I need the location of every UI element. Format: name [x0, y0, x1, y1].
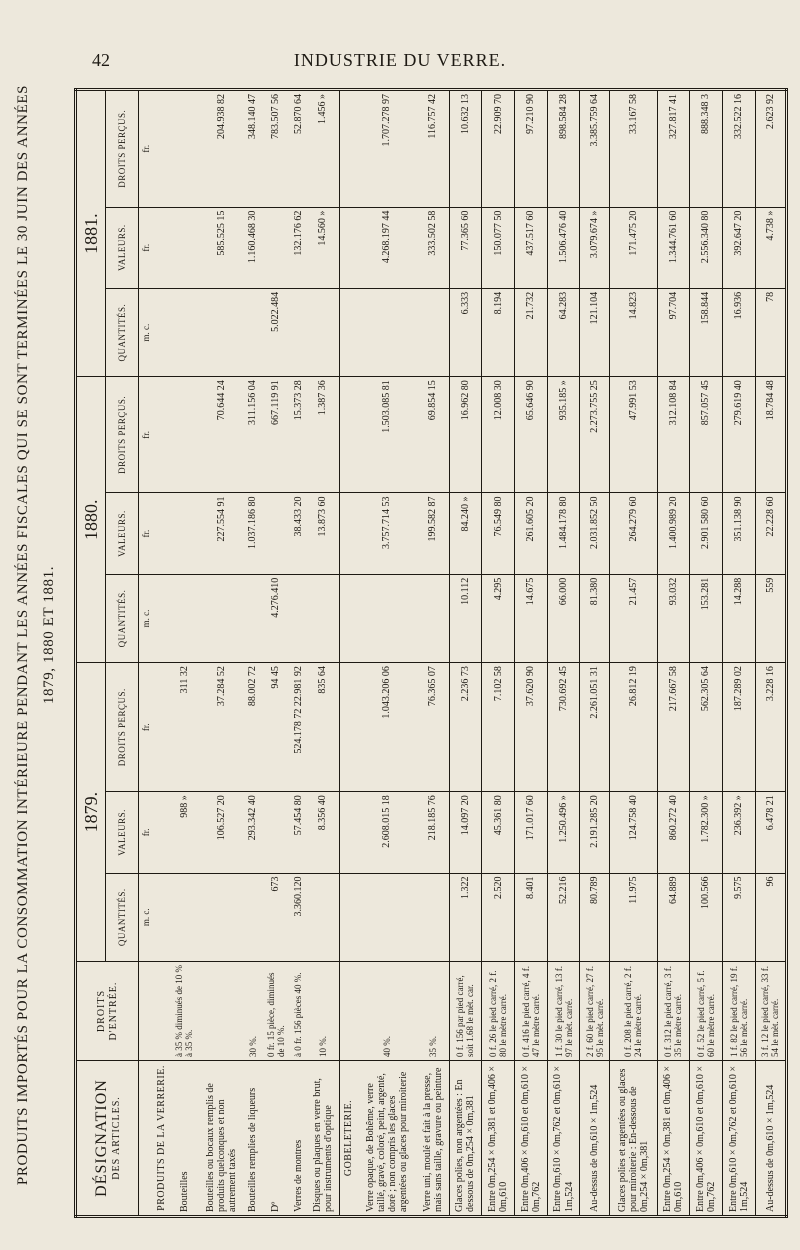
- quantite-cell: 78: [755, 288, 786, 376]
- section-heading: GOBELETERIE.: [339, 1061, 357, 1217]
- valeur-cell: 57.454 80: [290, 792, 307, 873]
- quantite-cell: 3.360.120: [290, 873, 307, 961]
- droits-percus-cell: 37.284 52: [199, 663, 245, 792]
- duty-rate: 2 f. 60 le pied carré, 27 f. 95 le mèt. carré.: [580, 962, 610, 1061]
- section-spacer: [153, 663, 170, 792]
- article-label: Verre uni, moulé et fait à la presse, mais sans taille, gravure ou peinture: [417, 1061, 449, 1217]
- section-spacer: [339, 663, 357, 792]
- valeur-cell: [261, 792, 290, 873]
- table-row: [755, 90, 786, 1217]
- valeur-cell: 261.605 20: [515, 493, 548, 574]
- quantite-cell: 93.032: [657, 574, 690, 662]
- quantite-cell: [290, 574, 307, 662]
- quantite-cell: [357, 574, 417, 662]
- valeur-cell: 2.901 580 60: [690, 493, 723, 574]
- valeur-cell: 236.392 »: [722, 792, 755, 873]
- quantite-cell: [199, 873, 245, 961]
- valeur-cell: 38.433 20: [290, 493, 307, 574]
- quantite-cell: [417, 288, 449, 376]
- droits-percus-cell: 1.043.206 06: [357, 663, 417, 792]
- unit-cell: m. c.: [139, 574, 154, 662]
- article-label: Entre 0m,610 × 0m,762 et 0m,610 × 1m,524: [722, 1061, 755, 1217]
- units-row: [139, 90, 154, 1217]
- droits-percus-cell: 18.784 48: [755, 377, 786, 493]
- section-spacer: [339, 90, 357, 208]
- article-label: Entre 0m,254 × 0m,381 et 0m,406 × 0m,610: [482, 1061, 515, 1217]
- duty-rate: 10 %.: [307, 962, 339, 1061]
- quantites-header: QUANTITÉS.: [106, 574, 139, 662]
- valeur-cell: 1.160.468 30: [244, 207, 261, 288]
- valeur-cell: 1.250.496 »: [547, 792, 580, 873]
- quantite-cell: 8.194: [482, 288, 515, 376]
- section-spacer: [339, 574, 357, 662]
- droits-percus-cell: 327.817 41: [657, 90, 690, 208]
- section-spacer: [153, 792, 170, 873]
- quantite-cell: [199, 288, 245, 376]
- droits-percus-cell: 898.584 28: [547, 90, 580, 208]
- article-label: Glaces polies et argentées ou glaces pour miroiterie : En-dessous de 0m,254 × 0m,381: [610, 1061, 657, 1217]
- droits-percus-cell: 2.273.755 25: [580, 377, 610, 493]
- quantite-cell: [244, 873, 261, 961]
- valeur-cell: 2.031.852 50: [580, 493, 610, 574]
- valeur-cell: 585.525 15: [199, 207, 245, 288]
- droits-percus-cell: 783.507 56: [261, 90, 290, 208]
- quantite-cell: [307, 574, 339, 662]
- article-label: Entre 0m,610 × 0m,762 et 0m,610 × 1m,524: [547, 1061, 580, 1217]
- valeur-cell: 988 »: [170, 792, 199, 873]
- section-spacer: [339, 207, 357, 288]
- droits-percus-cell: 1.707.278 97: [357, 90, 417, 208]
- droits-percus-cell: 888.348 3: [690, 90, 723, 208]
- valeurs-header: VALEURS.: [106, 493, 139, 574]
- table-row: [244, 90, 261, 1217]
- quantite-cell: 8.401: [515, 873, 548, 961]
- valeur-cell: 3.757.714 53: [357, 493, 417, 574]
- droits-percus-cell: 69.854 15: [417, 377, 449, 493]
- table-row: [580, 90, 610, 1217]
- valeur-cell: [261, 207, 290, 288]
- quantite-cell: [357, 288, 417, 376]
- duty-rate: 1 f. 30 le pied carré, 13 f. 97 le mèt. carré.: [547, 962, 580, 1061]
- quantite-cell: 80.789: [580, 873, 610, 961]
- unit-cell: fr.: [139, 493, 154, 574]
- designation-subtitle: DES ARTICLES.: [110, 1096, 122, 1180]
- quantite-cell: 4.295: [482, 574, 515, 662]
- quantite-cell: 559: [755, 574, 786, 662]
- valeur-cell: 106.527 20: [199, 792, 245, 873]
- quantite-cell: 14.288: [722, 574, 755, 662]
- valeur-cell: 392.647 20: [722, 207, 755, 288]
- droits-percus-cell: 348.140 47: [244, 90, 261, 208]
- article-label: Verre opaque, de Bohême, verre taillé, gravé, coloré, peint, argenté, doré ; non compris les glaces argentées ou glaces pour miroiterie: [357, 1061, 417, 1217]
- quantite-cell: [290, 288, 307, 376]
- article-label: Disques ou plaques en verre brut, pour instruments d'optique: [307, 1061, 339, 1217]
- quantite-cell: 64.283: [547, 288, 580, 376]
- table-row: [610, 90, 657, 1217]
- valeur-cell: [261, 493, 290, 574]
- quantite-cell: 14.675: [515, 574, 548, 662]
- section-spacer: [153, 377, 170, 493]
- year-header-1879: 1879.: [76, 663, 106, 962]
- year-header-1880: 1880.: [76, 377, 106, 663]
- valeur-cell: 293.342 40: [244, 792, 261, 873]
- droits-percus-cell: 70.644 24: [199, 377, 245, 493]
- valeur-cell: 218.185 76: [417, 792, 449, 873]
- valeur-cell: 199.582 87: [417, 493, 449, 574]
- duty-rate: 0 f. 416 le pied carré, 4 f. 47 le mètre carré.: [515, 962, 548, 1061]
- valeur-cell: 77.365 60: [449, 207, 482, 288]
- section-rate-spacer: [153, 962, 170, 1061]
- valeur-cell: 437.517 60: [515, 207, 548, 288]
- valeur-cell: 14.560 »: [307, 207, 339, 288]
- unit-cell: fr.: [139, 663, 154, 792]
- section-spacer: [339, 377, 357, 493]
- droits-percus-cell: 524.178 72 22.981 92: [290, 663, 307, 792]
- droits-percus-cell: 667.119 91: [261, 377, 290, 493]
- unit-cell: m. c.: [139, 288, 154, 376]
- quantite-cell: [170, 873, 199, 961]
- valeur-cell: 132.176 62: [290, 207, 307, 288]
- quantite-cell: 97.704: [657, 288, 690, 376]
- valeur-cell: 1.782.300 »: [690, 792, 723, 873]
- table-row: [417, 90, 449, 1217]
- quantite-cell: 9.575: [722, 873, 755, 961]
- table-row: [261, 90, 290, 1217]
- quantite-cell: 64.889: [657, 873, 690, 961]
- article-label: Entre 0m,254 × 0m,381 et 0m,406 × 0m,610: [657, 1061, 690, 1217]
- article-label: Dº: [261, 1061, 290, 1217]
- section-spacer: [153, 493, 170, 574]
- droits-percus-cell: 47.991 53: [610, 377, 657, 493]
- droits-percus-cell: 76.365 07: [417, 663, 449, 792]
- quantite-cell: [357, 873, 417, 961]
- unit-cell: fr.: [139, 377, 154, 493]
- valeur-cell: 3.079.674 »: [580, 207, 610, 288]
- article-label: Verres de montres: [290, 1061, 307, 1217]
- quantite-cell: 121.104: [580, 288, 610, 376]
- unit-cell: m. c.: [139, 873, 154, 961]
- section-spacer: [339, 792, 357, 873]
- droits-percus-cell: 311 32: [170, 663, 199, 792]
- quantites-header: QUANTITÉS.: [106, 873, 139, 961]
- unit-cell: fr.: [139, 207, 154, 288]
- valeur-cell: 6.478 21: [755, 792, 786, 873]
- valeur-cell: 1.344.761 60: [657, 207, 690, 288]
- quantite-cell: [307, 873, 339, 961]
- import-statistics-table: [74, 88, 788, 1218]
- duty-rate: 0 fr. 15 pièce, diminués de 10 %.: [261, 962, 290, 1061]
- droits-percus-cell: 97.210 90: [515, 90, 548, 208]
- section-rate-spacer: [339, 962, 357, 1061]
- valeur-cell: 2.191.285 20: [580, 792, 610, 873]
- quantite-cell: 52.216: [547, 873, 580, 961]
- valeur-cell: [170, 207, 199, 288]
- table-row: [170, 90, 199, 1217]
- duty-rate: 0 f. 52 le pied carré, 5 f. 60 le mètre carré.: [690, 962, 723, 1061]
- section-spacer: [153, 90, 170, 208]
- duty-rate: à 0 fr. 156 pièces 40 %.: [290, 962, 307, 1061]
- section-spacer: [153, 574, 170, 662]
- table-row: [307, 90, 339, 1217]
- quantite-cell: 21.732: [515, 288, 548, 376]
- table-row: [690, 90, 723, 1217]
- quantite-cell: 21.457: [610, 574, 657, 662]
- droits-entree-header: DROITS D'ENTRÉE.: [76, 962, 139, 1061]
- article-label: Bouteilles ou bocaux remplis de produits quelconques et non autrement taxés: [199, 1061, 245, 1217]
- droits-percus-cell: 311.156 04: [244, 377, 261, 493]
- valeur-cell: 1.484.178 80: [547, 493, 580, 574]
- section-spacer: [153, 207, 170, 288]
- quantite-cell: [417, 873, 449, 961]
- droits-percus-cell: 1.456 »: [307, 90, 339, 208]
- quantite-cell: [417, 574, 449, 662]
- table-row: [449, 90, 482, 1217]
- droits-percus-cell: 15.373 28: [290, 377, 307, 493]
- droits-percus-cell: 562.305 64: [690, 663, 723, 792]
- quantite-cell: [199, 574, 245, 662]
- valeur-cell: 1.506.476 40: [547, 207, 580, 288]
- droits-percus-cell: 312.108 84: [657, 377, 690, 493]
- article-label: Entre 0m,406 × 0m,610 et 0m,610 × 0m,762: [690, 1061, 723, 1217]
- table-row: [657, 90, 690, 1217]
- rotated-table-wrapper: [74, 88, 788, 1218]
- valeur-cell: 8.356 40: [307, 792, 339, 873]
- quantite-cell: 14.823: [610, 288, 657, 376]
- article-label: Entre 0m,406 × 0m,610 et 0m,610 × 0m,762: [515, 1061, 548, 1217]
- valeur-cell: 150.077 50: [482, 207, 515, 288]
- valeur-cell: [170, 493, 199, 574]
- valeur-cell: 351.138 90: [722, 493, 755, 574]
- section-spacer: [339, 288, 357, 376]
- droits-percus-cell: 2.236 73: [449, 663, 482, 792]
- duty-rate: 1 f. 82 le pied carré, 19 f. 56 le mèt. carré.: [722, 962, 755, 1061]
- droits-percus-cell: 33.167 58: [610, 90, 657, 208]
- droits-percus-cell: 3.385.759 64: [580, 90, 610, 208]
- table-row: [199, 90, 245, 1217]
- article-label: Au-dessus de 0m,610 × 1m,524: [755, 1061, 786, 1217]
- units-spacer: [139, 962, 154, 1061]
- valeur-cell: 4.738 »: [755, 207, 786, 288]
- valeur-cell: 22.228 60: [755, 493, 786, 574]
- quantite-cell: [170, 288, 199, 376]
- quantite-cell: [307, 288, 339, 376]
- valeur-cell: 171.017 60: [515, 792, 548, 873]
- section-row: [339, 90, 357, 1217]
- droits-percus-header: DROITS PERÇUS.: [106, 90, 139, 208]
- droits-percus-cell: [170, 90, 199, 208]
- quantite-cell: 96: [755, 873, 786, 961]
- droits-percus-cell: 1.387 36: [307, 377, 339, 493]
- duty-rate: [199, 962, 245, 1061]
- droits-percus-cell: 857.057 45: [690, 377, 723, 493]
- table-row: [357, 90, 417, 1217]
- duty-rate: 0 f. 156 par pied carré, soit 1.68 le mèt. car.: [449, 962, 482, 1061]
- valeur-cell: 1.400.989 20: [657, 493, 690, 574]
- valeur-cell: 227.554 91: [199, 493, 245, 574]
- droits-percus-cell: 2.261.051 31: [580, 663, 610, 792]
- droits-percus-cell: 1.503.085 81: [357, 377, 417, 493]
- droits-percus-cell: 187.289 02: [722, 663, 755, 792]
- section-spacer: [339, 873, 357, 961]
- quantite-cell: 6.333: [449, 288, 482, 376]
- valeurs-header: VALEURS.: [106, 792, 139, 873]
- droits-percus-cell: 835 64: [307, 663, 339, 792]
- droits-percus-cell: 12.008 30: [482, 377, 515, 493]
- valeur-cell: 860.272 40: [657, 792, 690, 873]
- section-spacer: [339, 493, 357, 574]
- droits-percus-cell: 16.962 80: [449, 377, 482, 493]
- droits-percus-cell: 332.522 16: [722, 90, 755, 208]
- quantite-cell: 5.022.484: [261, 288, 290, 376]
- designation-title: DÉSIGNATION: [92, 1079, 110, 1197]
- table-row: [722, 90, 755, 1217]
- page-number: 42: [92, 50, 110, 70]
- table-title: PRODUITS IMPORTÉS POUR LA CONSOMMATION INTÉRIEURE PENDANT LES ANNÉES FISCALES QUI SE SONT TERMINÉES LE 30 JUIN DES ANNÉES 1879, 1880 ET 1881.: [15, 84, 57, 1186]
- droits-percus-cell: 65.646 90: [515, 377, 548, 493]
- droits-percus-cell: 279.619 40: [722, 377, 755, 493]
- valeur-cell: 2.608.015 18: [357, 792, 417, 873]
- valeur-cell: 13.873 60: [307, 493, 339, 574]
- droits-percus-cell: 88.002 72: [244, 663, 261, 792]
- quantite-cell: [244, 288, 261, 376]
- duty-rate: 0 f. 312 le pied carré, 3 f. 35 le mètre carré.: [657, 962, 690, 1061]
- year-header-1881: 1881.: [76, 90, 106, 377]
- quantite-cell: 673: [261, 873, 290, 961]
- quantite-cell: 81.380: [580, 574, 610, 662]
- unit-cell: fr.: [139, 90, 154, 208]
- table-row: [547, 90, 580, 1217]
- duty-rate: 35 %.: [417, 962, 449, 1061]
- quantite-cell: 16.936: [722, 288, 755, 376]
- duty-rate: à 35 % diminués de 10 % à 35 %.: [170, 962, 199, 1061]
- duty-rate: 30 %.: [244, 962, 261, 1061]
- article-label: Glaces polies, non argentées : En dessous de 0m,254 × 0m,381: [449, 1061, 482, 1217]
- section-spacer: [153, 288, 170, 376]
- valeur-cell: 2.556.340 80: [690, 207, 723, 288]
- section-spacer: [153, 873, 170, 961]
- units-spacer: [139, 1061, 154, 1217]
- droits-percus-cell: 730.692 45: [547, 663, 580, 792]
- quantite-cell: 158.844: [690, 288, 723, 376]
- quantite-cell: [244, 574, 261, 662]
- valeur-cell: 1.037.186 80: [244, 493, 261, 574]
- quantite-cell: 10.112: [449, 574, 482, 662]
- table-row: [515, 90, 548, 1217]
- duty-rate: 0 f. 208 le pied carré, 2 f. 24 le mètre carré.: [610, 962, 657, 1061]
- droits-percus-cell: 116.757 42: [417, 90, 449, 208]
- article-label: Bouteilles remplies de liqueurs: [244, 1061, 261, 1217]
- valeur-cell: 171.475 20: [610, 207, 657, 288]
- quantite-cell: [170, 574, 199, 662]
- valeur-cell: 4.268.197 44: [357, 207, 417, 288]
- valeur-cell: 76.549 80: [482, 493, 515, 574]
- designation-header: [76, 1061, 139, 1217]
- valeur-cell: 333.502 58: [417, 207, 449, 288]
- droits-percus-cell: 94 45: [261, 663, 290, 792]
- droits-percus-cell: 26.812 19: [610, 663, 657, 792]
- droits-percus-cell: [170, 377, 199, 493]
- valeur-cell: 14.097 20: [449, 792, 482, 873]
- duty-rate: 40 %.: [357, 962, 417, 1061]
- article-label: Au-dessus de 0m,610 × 1m,524: [580, 1061, 610, 1217]
- droits-percus-cell: 3.228 16: [755, 663, 786, 792]
- droits-percus-cell: 217.667 58: [657, 663, 690, 792]
- quantite-cell: 2.520: [482, 873, 515, 961]
- droits-percus-cell: 204.938 82: [199, 90, 245, 208]
- valeur-cell: 124.758 40: [610, 792, 657, 873]
- section-heading: PRODUITS DE LA VERRERIE.: [153, 1061, 170, 1217]
- quantite-cell: 11.975: [610, 873, 657, 961]
- droits-percus-cell: 2.623 92: [755, 90, 786, 208]
- section-row: [153, 90, 170, 1217]
- quantite-cell: 66.000: [547, 574, 580, 662]
- duty-rate: 3 f. 12 le pied carré, 33 f. 54 le mèt. carré.: [755, 962, 786, 1061]
- droits-percus-cell: 10.632 13: [449, 90, 482, 208]
- droits-percus-cell: 935.185 »: [547, 377, 580, 493]
- table-row: [290, 90, 307, 1217]
- article-label: Bouteilles: [170, 1061, 199, 1217]
- droits-percus-header: DROITS PERÇUS.: [106, 377, 139, 493]
- valeur-cell: 45.361 80: [482, 792, 515, 873]
- droits-percus-cell: 22.909 70: [482, 90, 515, 208]
- table-row: [482, 90, 515, 1217]
- table-body: [139, 90, 787, 1217]
- unit-cell: fr.: [139, 792, 154, 873]
- valeurs-header: VALEURS.: [106, 207, 139, 288]
- droits-percus-cell: 52.870 64: [290, 90, 307, 208]
- valeur-cell: 264.279 60: [610, 493, 657, 574]
- quantite-cell: 1.322: [449, 873, 482, 961]
- droits-percus-header: DROITS PERÇUS.: [106, 663, 139, 792]
- droits-percus-cell: 37.620 90: [515, 663, 548, 792]
- quantite-cell: 4.276.410: [261, 574, 290, 662]
- running-head: INDUSTRIE DU VERRE.: [293, 50, 507, 70]
- quantites-header: QUANTITÉS.: [106, 288, 139, 376]
- quantite-cell: 153.281: [690, 574, 723, 662]
- droits-percus-cell: 7.102 58: [482, 663, 515, 792]
- duty-rate: 0 f. 26 le pied carré, 2 f. 80 le mètre carré.: [482, 962, 515, 1061]
- quantite-cell: 100.566: [690, 873, 723, 961]
- valeur-cell: 84.240 »: [449, 493, 482, 574]
